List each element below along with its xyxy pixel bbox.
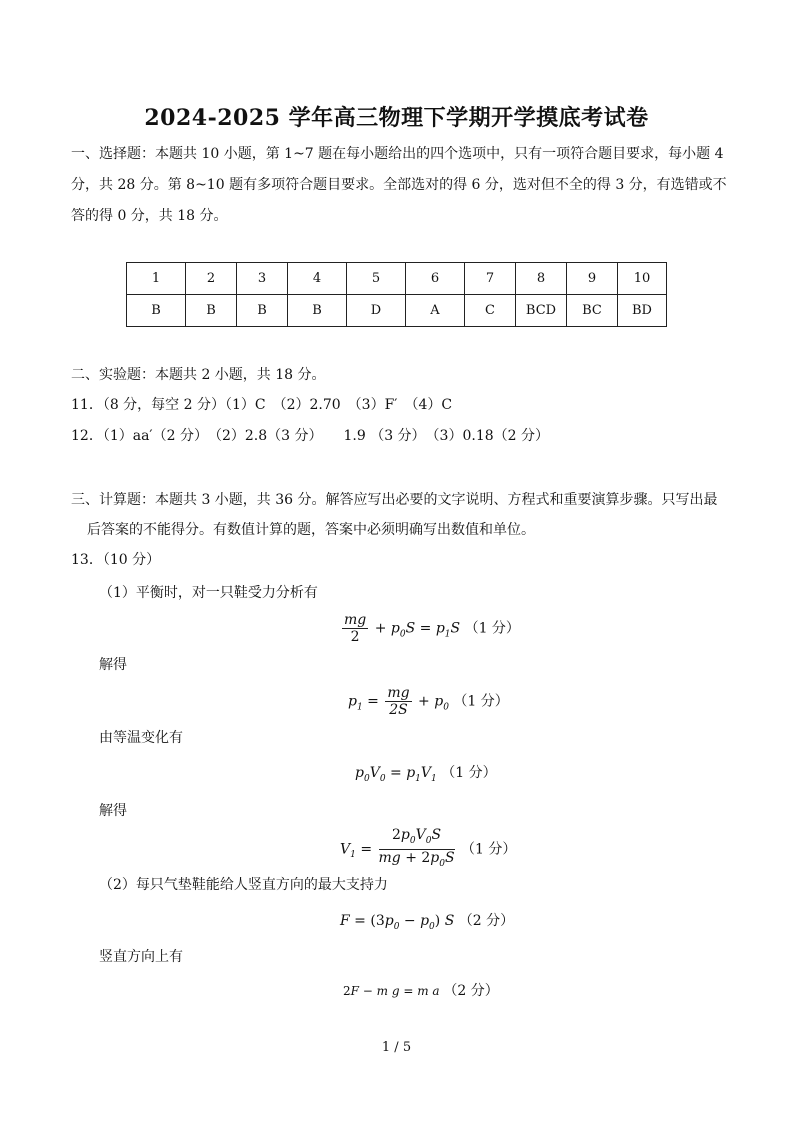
table-cell: A xyxy=(406,295,465,327)
table-cell: B xyxy=(127,295,186,327)
q13-part-2-text: （2）每只气垫鞋能给人竖直方向的最大支持力 xyxy=(99,877,388,893)
table-cell: 9 xyxy=(567,263,618,295)
table-cell: B xyxy=(288,295,347,327)
equation-4: $V_1$ = $\frac{2p_0V_0S}{mg + 2p_0S}$ （1 分） xyxy=(340,827,517,869)
q13-solve-text-2: 解得 xyxy=(99,803,127,819)
section-1-line-2: 分，共 28 分。第 8~10 题有多项符合题目要求。全部选对的得 6 分，选对但不全的得 3 分，有选错或不 xyxy=(71,177,727,193)
equation-score: （1 分） xyxy=(461,841,517,858)
table-cell: C xyxy=(465,295,516,327)
table-cell: 6 xyxy=(406,263,465,295)
section-1-line-1: 一、选择题：本题共 10 小题，第 1~7 题在每小题给出的四个选项中，只有一项符合题目要求，每小题 4 xyxy=(71,146,724,162)
q13-solve-text-1: 解得 xyxy=(99,657,127,673)
section-3-line-2: 后答案的不能得分。有数值计算的题，答案中必须明确写出数值和单位。 xyxy=(87,522,535,538)
equation-score: （2 分） xyxy=(443,983,499,999)
equation-score: （1 分） xyxy=(453,693,509,710)
page-number: 1 / 5 xyxy=(381,1040,412,1055)
equation-5: $F = (3p_0 - p_0)$ S （2 分） xyxy=(340,913,515,932)
equation-3: $p_0V_0 = p_1V_1$ （1 分） xyxy=(355,765,497,784)
table-cell: 4 xyxy=(288,263,347,295)
answer-table-number-row xyxy=(127,263,667,295)
question-12-answer: 12．（1）aa′（2 分） （2）2.8（3 分） 1.9 （3 分） （3）0.18（2 分） xyxy=(71,428,549,444)
table-cell: 5 xyxy=(347,263,406,295)
equation-score: （2 分） xyxy=(458,913,515,929)
question-13-header: 13．（10 分） xyxy=(71,552,161,568)
answer-table-answer-row xyxy=(127,295,667,327)
section-1-instructions xyxy=(71,139,731,232)
table-cell: BC xyxy=(567,295,618,327)
equation-score: （1 分） xyxy=(464,620,520,637)
table-cell: 3 xyxy=(237,263,288,295)
q13-isothermal-text: 由等温变化有 xyxy=(99,730,183,746)
equation-2: $p_1$ = $\frac{mg}{2S}$ + $p_0$ （1 分） xyxy=(348,685,509,718)
table-cell: BD xyxy=(618,295,667,327)
page-title: 2024-2025 学年高三物理下学期开学摸底考试卷 xyxy=(144,105,649,131)
table-cell: 10 xyxy=(618,263,667,295)
table-cell: 7 xyxy=(465,263,516,295)
q13-part-1-text: （1）平衡时，对一只鞋受力分析有 xyxy=(99,585,318,601)
table-cell: 8 xyxy=(516,263,567,295)
q13-vertical-text: 竖直方向上有 xyxy=(99,949,183,965)
section-1-line-3: 答的得 0 分，共 18 分。 xyxy=(71,208,228,224)
equation-score: （1 分） xyxy=(441,765,497,781)
answer-table xyxy=(126,262,667,327)
equation-6: 2F − m g = m a （2 分） xyxy=(343,983,499,999)
question-11-answer: 11．（8 分，每空 2 分）（1）C （2）2.70 （3）F′ （4）C xyxy=(71,397,453,413)
table-cell: D xyxy=(347,295,406,327)
table-cell: 1 xyxy=(127,263,186,295)
section-3-line-1: 三、计算题：本题共 3 小题，共 36 分。解答应写出必要的文字说明、方程式和重要演算步骤。只写出最 xyxy=(71,492,718,508)
section-2-heading: 二、实验题：本题共 2 小题，共 18 分。 xyxy=(71,367,326,383)
table-cell: B xyxy=(237,295,288,327)
equation-1: $\frac{mg}{2}$ + $p_0S = p_1S$ （1 分） xyxy=(344,612,520,645)
table-cell: B xyxy=(186,295,237,327)
table-cell: 2 xyxy=(186,263,237,295)
table-cell: BCD xyxy=(516,295,567,327)
